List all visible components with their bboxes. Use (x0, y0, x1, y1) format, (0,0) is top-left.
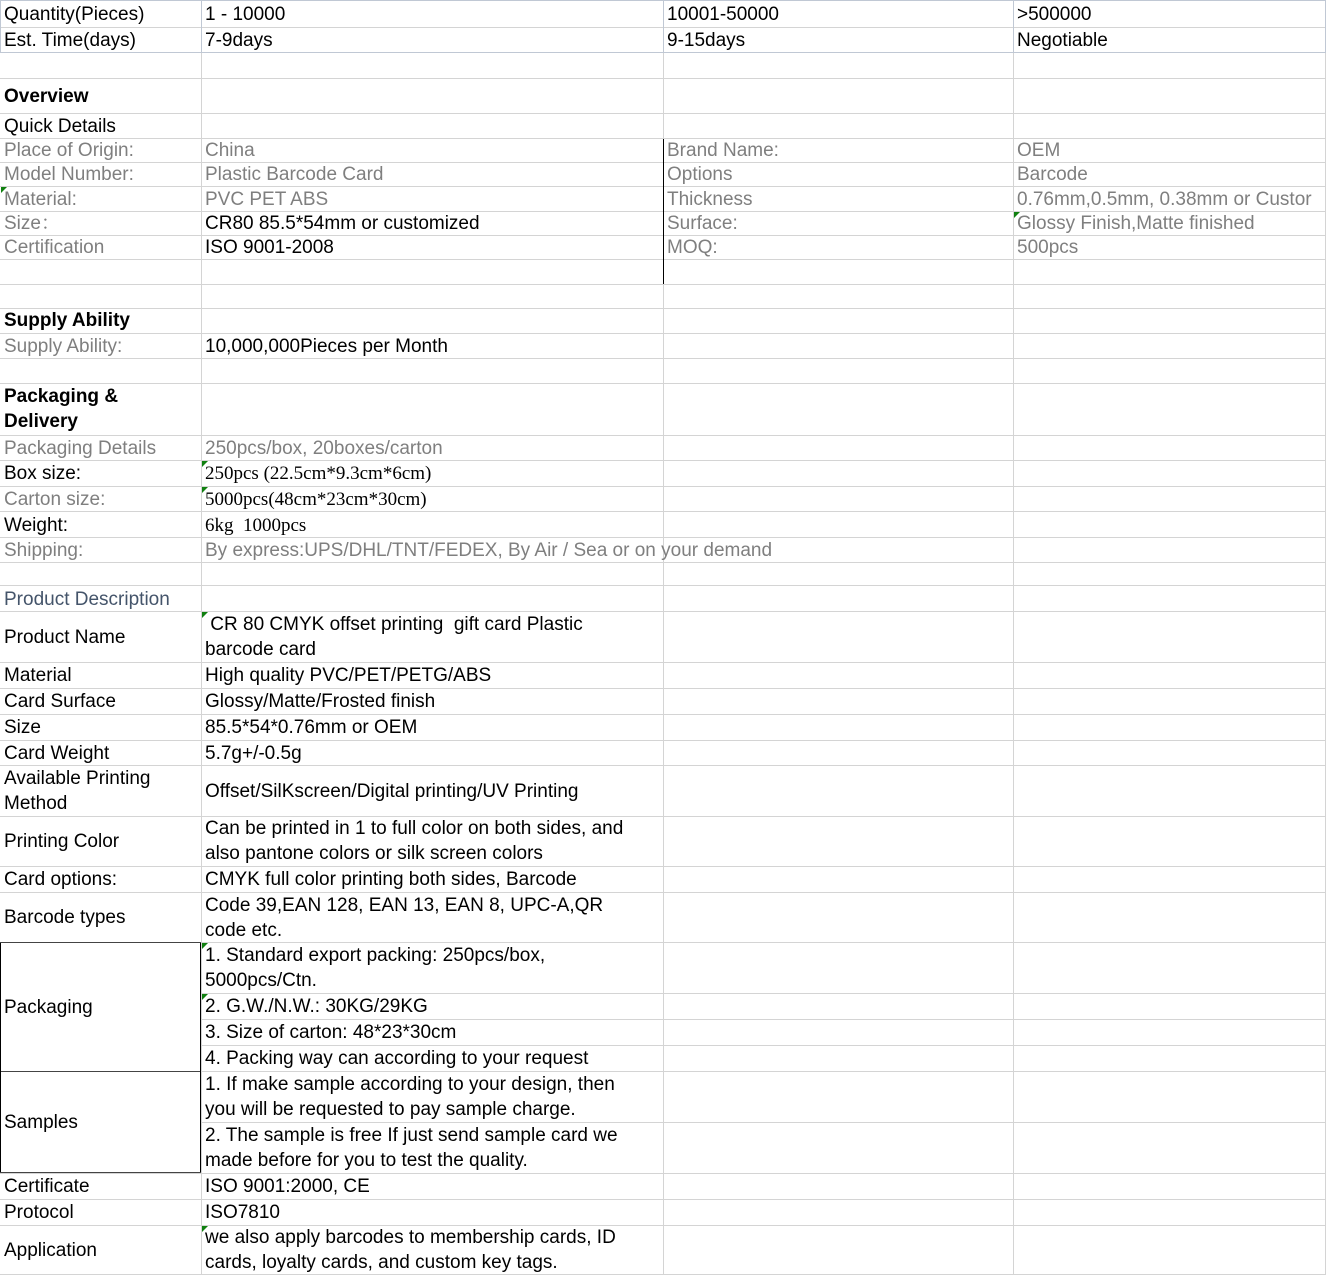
weight-label: Weight: (4, 515, 69, 536)
pd-material-value: High quality PVC/PET/PETG/ABS (205, 665, 492, 686)
certificate-value: ISO 9001:2000, CE (205, 1176, 370, 1197)
thickness-label: Thickness (667, 189, 753, 210)
protocol-value: ISO7810 (205, 1202, 280, 1223)
packaging-line-2: 5000pcs/Ctn. (205, 970, 317, 991)
est-time-value-3: Negotiable (1017, 30, 1108, 51)
options-value: Barcode (1017, 164, 1088, 185)
product-description-heading: Product Description (4, 589, 170, 610)
moq-value: 500pcs (1017, 237, 1079, 258)
supply-ability-heading: Supply Ability (4, 310, 130, 331)
product-name-value-line1: CR 80 CMYK offset printing gift card Plastic (205, 614, 583, 635)
material-value: PVC PET ABS (205, 189, 329, 210)
carton-size-value: 5000pcs(48cm*23cm*30cm) (205, 489, 427, 510)
samples-line-3: 2. The sample is free If just send sample card we (205, 1125, 618, 1146)
est-time-value-2: 9-15days (667, 30, 746, 51)
shipping-label: Shipping: (4, 540, 84, 561)
pd-size-value: 85.5*54*0.76mm or OEM (205, 717, 418, 738)
brand-name-label: Brand Name: (667, 140, 779, 161)
model-number-label: Model Number: (4, 164, 134, 185)
moq-label: MOQ: (667, 237, 718, 258)
box-size-label: Box size: (4, 463, 82, 484)
card-surface-label: Card Surface (4, 691, 116, 712)
shipping-value: By express:UPS/DHL/TNT/FEDEX, By Air / Sea or on your demand (205, 540, 773, 561)
protocol-label: Protocol (4, 1202, 74, 1223)
options-label: Options (667, 164, 733, 185)
quantity-header-range-1: 1 - 10000 (205, 4, 286, 25)
certification-value: ISO 9001-2008 (205, 237, 334, 258)
printing-method-value: Offset/SilKscreen/Digital printing/UV Printing (205, 781, 579, 802)
product-name-value-line2: barcode card (205, 639, 316, 660)
brand-name-value: OEM (1017, 140, 1061, 161)
size-value: CR80 85.5*54mm or customized (205, 213, 480, 234)
card-options-value: CMYK full color printing both sides, Barcode (205, 869, 577, 890)
printing-method-label-line2: Method (4, 793, 68, 814)
packaging-details-label: Packaging Details (4, 438, 157, 459)
surface-value: Glossy Finish,Matte finished (1017, 213, 1255, 234)
weight-value: 6kg 1000pcs (205, 515, 307, 536)
application-label: Application (4, 1240, 97, 1261)
carton-size-label: Carton size: (4, 489, 106, 510)
application-value-line2: cards, loyalty cards, and custom key tags. (205, 1252, 558, 1273)
pd-size-label: Size (4, 717, 41, 738)
quantity-header-range-2: 10001-50000 (667, 4, 779, 25)
samples-label: Samples (4, 1112, 78, 1133)
supply-ability-label: Supply Ability: (4, 336, 123, 357)
card-weight-value: 5.7g+/-0.5g (205, 743, 302, 764)
packaging-line-4: 3. Size of carton: 48*23*30cm (205, 1022, 457, 1043)
barcode-types-value-line2: code etc. (205, 920, 283, 941)
packaging-delivery-heading-line2: Delivery (4, 411, 78, 432)
card-weight-label: Card Weight (4, 743, 110, 764)
printing-color-label: Printing Color (4, 831, 120, 852)
thickness-value: 0.76mm,0.5mm, 0.38mm or Custor (1017, 189, 1312, 210)
place-of-origin-value: China (205, 140, 255, 161)
size-label: Size： (4, 213, 60, 234)
material-label: Material: (4, 189, 77, 210)
printing-color-value-line2: also pantone colors or silk screen colors (205, 843, 543, 864)
barcode-types-label: Barcode types (4, 907, 126, 928)
card-surface-value: Glossy/Matte/Frosted finish (205, 691, 436, 712)
packaging-delivery-heading-line1: Packaging & (4, 386, 119, 407)
supply-ability-value: 10,000,000Pieces per Month (205, 336, 448, 357)
packaging-line-5: 4. Packing way can according to your request (205, 1048, 589, 1069)
packaging-details-value: 250pcs/box, 20boxes/carton (205, 438, 443, 459)
quantity-header-label: Quantity(Pieces) (4, 4, 145, 25)
barcode-types-value-line1: Code 39,EAN 128, EAN 13, EAN 8, UPC-A,QR (205, 895, 604, 916)
est-time-label: Est. Time(days) (4, 30, 136, 51)
application-value-line1: we also apply barcodes to membership cards, ID (205, 1227, 616, 1248)
place-of-origin-label: Place of Origin: (4, 140, 134, 161)
certification-label: Certification (4, 237, 105, 258)
card-options-label: Card options: (4, 869, 118, 890)
samples-line-4: made before for you to test the quality. (205, 1150, 528, 1171)
packaging-label: Packaging (4, 997, 93, 1018)
packaging-line-3: 2. G.W./N.W.: 30KG/29KG (205, 996, 428, 1017)
model-number-value: Plastic Barcode Card (205, 164, 384, 185)
packaging-line-1: 1. Standard export packing: 250pcs/box, (205, 945, 546, 966)
overview-heading: Overview (4, 86, 89, 107)
quantity-header-range-3: >500000 (1017, 4, 1092, 25)
printing-method-label-line1: Available Printing (4, 768, 151, 789)
box-size-value: 250pcs (22.5cm*9.3cm*6cm) (205, 463, 432, 484)
surface-label: Surface: (667, 213, 738, 234)
est-time-value-1: 7-9days (205, 30, 273, 51)
samples-line-2: you will be requested to pay sample charge. (205, 1099, 576, 1120)
certificate-label: Certificate (4, 1176, 90, 1197)
pd-material-label: Material (4, 665, 72, 686)
product-name-label: Product Name (4, 627, 126, 648)
printing-color-value-line1: Can be printed in 1 to full color on both sides, and (205, 818, 624, 839)
quick-details-heading: Quick Details (4, 116, 116, 137)
samples-line-1: 1. If make sample according to your design, then (205, 1074, 615, 1095)
